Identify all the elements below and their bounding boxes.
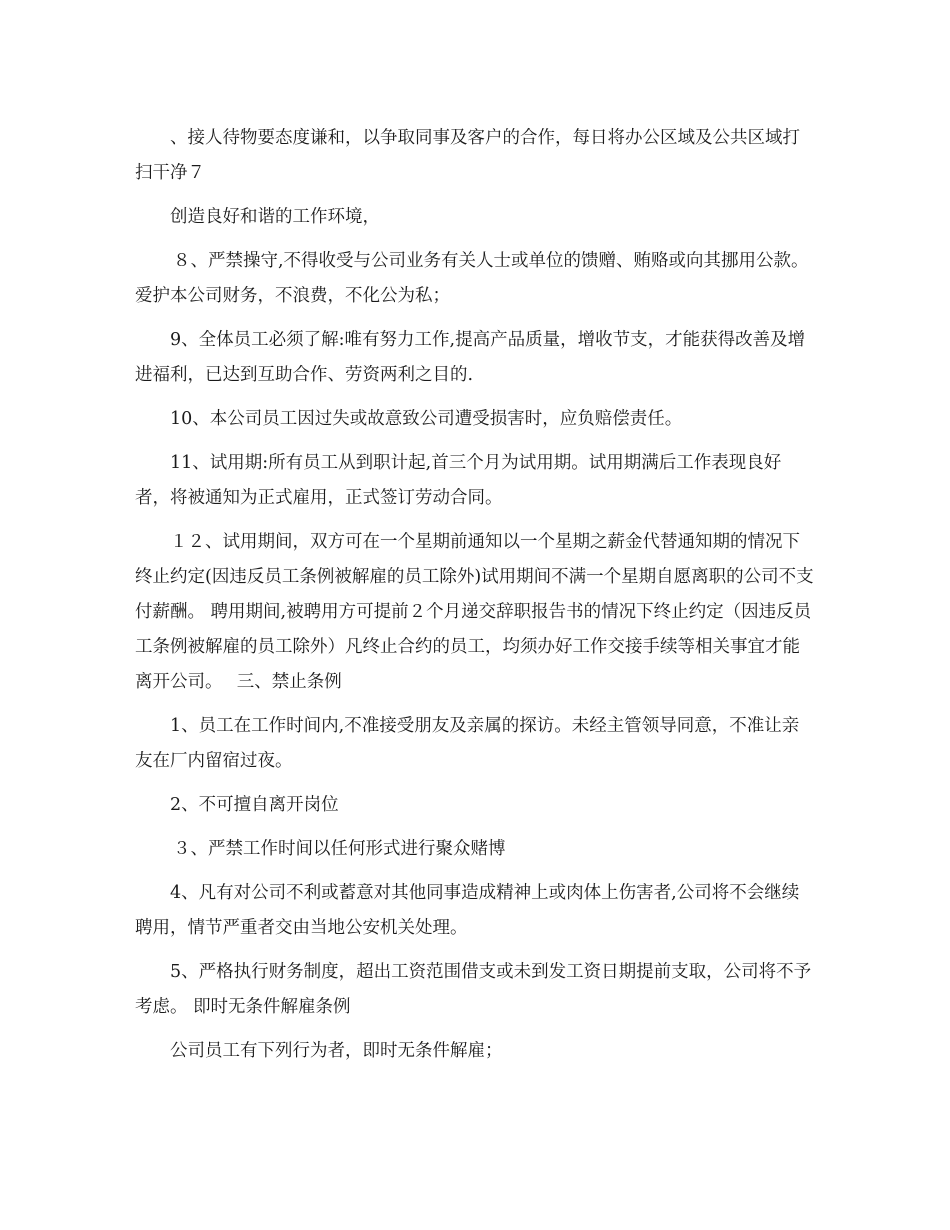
paragraph-5: 10、本公司员工因过失或故意致公司遭受损害时，应负赔偿责任。 <box>170 409 683 429</box>
paragraph-12: 5、严格执行财务制度，超出工资范围借支或未到发工资日期提前支取，公司将不予考虑。 即时无条件解雇条例 <box>135 962 812 1017</box>
paragraph-4: 9、全体员工必须了解:唯有努力工作,提高产品质量，增收节支，才能获得改善及增进福利，已达到互助合作、劳资两利之目的. <box>135 330 806 385</box>
paragraph-1: 、接人待物要态度谦和，以争取同事及客户的合作，每日将办公区域及公共区域打扫干净７ <box>135 128 800 183</box>
paragraph-7: １２、试用期间，双方可在一个星期前通知以一个星期之薪金代替通知期的情况下终止约定(因违反员工条例被解雇的员工除外)试用期间不满一个星期自愿离职的公司不支付薪酬。 聘用期间,被聘用方可提前２个月递交辞职报告书的情况下终止约定（因违反员工条例被解雇的员工除外）凡终止合约的员工，均须办好工作交接手续等相关事宜才能离开公司。 三、禁止条例 <box>135 532 814 692</box>
paragraph-9: 2、不可擅自离开岗位 <box>170 795 339 815</box>
paragraph-11: 4、凡有对公司不利或蓄意对其他同事造成精神上或肉体上伤害者,公司将不会继续聘用，情节严重者交由当地公安机关处理。 <box>135 883 800 938</box>
paragraph-8: 1、员工在工作时间内,不准接受朋友及亲属的探访。未经主管领导同意，不准让亲友在厂内留宿过夜。 <box>135 716 800 771</box>
paragraph-2: 创造良好和谐的工作环境， <box>170 207 380 227</box>
paragraph-13: 公司员工有下列行为者，即时无条件解雇； <box>170 1041 503 1061</box>
paragraph-3: ８、严禁操守,不得收受与公司业务有关人士或单位的馈赠、贿赂或向其挪用公款。爱护本公司财务，不浪费，不化公为私； <box>135 251 809 306</box>
paragraph-10: ３、严禁工作时间以任何形式进行聚众赌博 <box>173 839 506 859</box>
document-body <box>135 121 815 1078</box>
paragraph-6: 11、试用期:所有员工从到职计起,首三个月为试用期。试用期满后工作表现良好者，将被通知为正式雇用，正式签订劳动合同。 <box>135 453 782 508</box>
